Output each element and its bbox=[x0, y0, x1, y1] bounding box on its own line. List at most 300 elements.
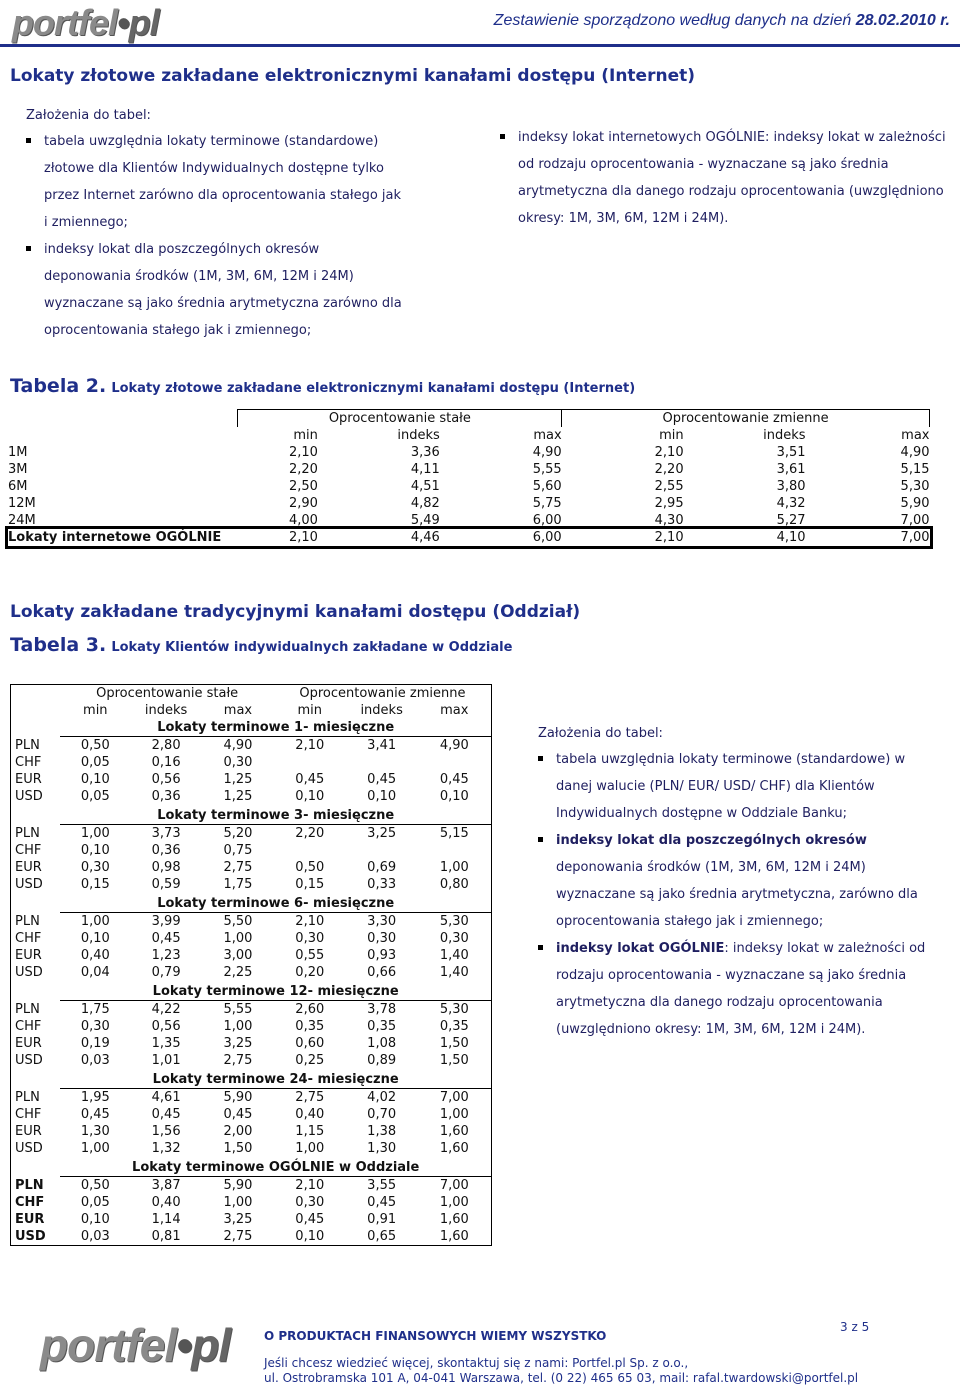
table3-section-title: Lokaty terminowe 6- miesięczne bbox=[60, 895, 491, 913]
table3-cell: 0,45 bbox=[151, 1107, 181, 1122]
table3-cell bbox=[346, 754, 418, 771]
table3-cell: 3,25 bbox=[223, 1212, 253, 1227]
table2-cell: 4,00 bbox=[288, 513, 318, 528]
table3-cell: 1,00 bbox=[80, 914, 110, 929]
table3-cell: 0,30 bbox=[295, 931, 325, 946]
footer-address-line: ul. Ostrobramska 101 A, 04-041 Warszawa, tel. (0 22) 465 65 03, mail: rafal.twardowski@portfel.pl bbox=[264, 1371, 859, 1385]
table3-cell: 1,00 bbox=[439, 860, 469, 875]
table3-cell: 0,55 bbox=[295, 948, 325, 963]
table3-cell: 3,00 bbox=[223, 948, 253, 963]
table3-cell bbox=[274, 754, 346, 771]
table3-row bbox=[11, 947, 492, 964]
table3-corner bbox=[11, 685, 61, 703]
table3-cell: 1,00 bbox=[439, 1107, 469, 1122]
table3-cell: 0,35 bbox=[295, 1019, 325, 1034]
table3-cell: 2,00 bbox=[223, 1124, 253, 1139]
table3-cell: 1,35 bbox=[151, 1036, 181, 1051]
table3-cell: 1,40 bbox=[439, 948, 469, 963]
table3-cell: 0,10 bbox=[367, 789, 397, 804]
table2-cell: 5,30 bbox=[900, 479, 930, 494]
table3-cell: 1,00 bbox=[223, 931, 253, 946]
table3 bbox=[10, 684, 492, 1246]
logo-suffix: pl bbox=[128, 2, 159, 43]
table3-cell: 0,60 bbox=[295, 1036, 325, 1051]
table2-cell: 2,55 bbox=[654, 479, 684, 494]
table3-section-header bbox=[11, 983, 492, 1001]
table3-cell: 0,05 bbox=[80, 755, 110, 770]
section2-notes-bullets bbox=[538, 746, 938, 1043]
section2-title: Lokaty zakładane tradycyjnymi kanałami dostępu (Oddział) bbox=[10, 602, 581, 622]
table2-cell: 2,10 bbox=[288, 445, 318, 460]
section1-bullet-left-2: indeksy lokat dla poszczególnych okresów deponowania środków (1M, 3M, 6M, 12M i 24M) wyznaczane są jako średnia arytmetyczna zarówno dla oprocentowania stałego jak i zmiennego; bbox=[26, 236, 408, 344]
table2-cell: 2,20 bbox=[654, 462, 684, 477]
table3-cell: 1,60 bbox=[439, 1212, 469, 1227]
table3-cell: 0,15 bbox=[80, 877, 110, 892]
table3-currency: PLN bbox=[15, 1089, 40, 1105]
table3-cell bbox=[418, 842, 492, 859]
table3-cell: 0,65 bbox=[367, 1229, 397, 1244]
table3-currency: EUR bbox=[15, 948, 42, 963]
footer-logo-suffix: pl bbox=[191, 1319, 231, 1371]
table3-cell: 1,60 bbox=[439, 1141, 469, 1156]
table2-subheader: min bbox=[293, 428, 318, 443]
table3-row bbox=[11, 754, 492, 771]
table3-cell: 2,60 bbox=[295, 1002, 325, 1017]
table2-row bbox=[8, 461, 930, 478]
table3-cell: 0,45 bbox=[223, 1107, 253, 1122]
table3-cell: 0,10 bbox=[80, 1212, 110, 1227]
table3-cell: 2,10 bbox=[295, 738, 325, 753]
table3-cell: 0,05 bbox=[80, 789, 110, 804]
table3-currency: USD bbox=[15, 1053, 43, 1068]
table3-cell: 1,50 bbox=[223, 1141, 253, 1156]
footer-logo-main: portfel bbox=[40, 1319, 177, 1371]
section1-title: Lokaty złotowe zakładane elektronicznymi kanałami dostępu (Internet) bbox=[10, 66, 695, 86]
table2-cell: 2,95 bbox=[654, 496, 684, 511]
table3-cell: 2,10 bbox=[295, 1178, 325, 1193]
table3-cell: 2,75 bbox=[223, 1053, 253, 1068]
table2-cell: 5,75 bbox=[532, 496, 562, 511]
table3-section-header bbox=[11, 807, 492, 825]
table3-row bbox=[11, 1228, 492, 1246]
table3-cell: 1,60 bbox=[439, 1124, 469, 1139]
table3-cell: 2,20 bbox=[295, 826, 325, 841]
table2-summary-cell: 2,10 bbox=[288, 530, 318, 545]
table3-subheader: max bbox=[440, 703, 469, 718]
table2-cell: 4,51 bbox=[410, 479, 440, 494]
table3-cell: 5,50 bbox=[223, 914, 253, 929]
logo-main: portfel bbox=[12, 2, 117, 43]
table3-cell: 3,99 bbox=[151, 914, 181, 929]
table3-row bbox=[11, 1001, 492, 1019]
table3-subheader: min bbox=[83, 703, 108, 718]
table3-label: Tabela 3. bbox=[10, 634, 107, 656]
table3-cell: 3,41 bbox=[367, 738, 397, 753]
table3-row bbox=[11, 964, 492, 981]
section1-bullets-right bbox=[500, 124, 960, 232]
table2-cell: 2,90 bbox=[288, 496, 318, 511]
table3-cell: 2,80 bbox=[151, 738, 181, 753]
table3-cell: 5,90 bbox=[223, 1090, 253, 1105]
table3-cell: 2,75 bbox=[295, 1090, 325, 1105]
table3-cell: 0,04 bbox=[80, 965, 110, 980]
table2-summary-label: Lokaty internetowe OGÓLNIE bbox=[8, 530, 222, 545]
table3-section-header bbox=[11, 1159, 492, 1177]
table3-cell: 0,56 bbox=[151, 772, 181, 787]
table3-cell: 1,15 bbox=[295, 1124, 325, 1139]
table3-cell: 1,30 bbox=[80, 1124, 110, 1139]
section2-notes-heading: Założenia do tabel: bbox=[538, 726, 663, 741]
table3-cell: 1,75 bbox=[223, 877, 253, 892]
section2-note-3-rest: : indeksy lokat w zależności od rodzaju oprocentowania - wyznaczane są jako średnia arytmetyczna dla danego rodzaju oprocentowania (uwzględniono okresy: 1M, 3M, 6M, 12M i 24M). bbox=[556, 941, 926, 1037]
table3-row bbox=[11, 1194, 492, 1211]
footer-contact-line: Jeśli chcesz wiedzieć więcej, skontaktuj się z nami: Portfel.pl Sp. z o.o., bbox=[264, 1356, 689, 1370]
table3-cell: 4,90 bbox=[439, 738, 469, 753]
table3-cell: 0,30 bbox=[295, 1195, 325, 1210]
table3-cell: 0,30 bbox=[367, 931, 397, 946]
table3-subheader: max bbox=[223, 703, 253, 718]
table3-cell: 1,25 bbox=[223, 772, 253, 787]
table3-row bbox=[11, 859, 492, 876]
table2-cell: 3,61 bbox=[776, 462, 806, 477]
table2-row bbox=[8, 444, 930, 461]
table3-cell: 0,10 bbox=[295, 789, 325, 804]
table2-row-label: 12M bbox=[8, 496, 36, 511]
table3-group-header-fixed: Oprocentowanie stałe bbox=[96, 686, 239, 701]
table3-cell: 0,36 bbox=[151, 789, 181, 804]
table2-cell: 2,50 bbox=[288, 479, 318, 494]
table3-currency: CHF bbox=[15, 1019, 42, 1034]
section2-note-3-bold: indeksy lokat OGÓLNIE bbox=[556, 941, 725, 956]
table2-group-header-fixed: Oprocentowanie stałe bbox=[238, 410, 562, 428]
table3-row bbox=[11, 842, 492, 859]
table3-currency: PLN bbox=[15, 1177, 44, 1193]
table3-cell bbox=[346, 842, 418, 859]
table3-cell: 1,95 bbox=[80, 1090, 110, 1105]
table3-cell: 1,50 bbox=[439, 1053, 469, 1068]
table3-row bbox=[11, 771, 492, 788]
table2 bbox=[8, 409, 930, 546]
table3-cell: 0,19 bbox=[80, 1036, 110, 1051]
table2-row-label: 1M bbox=[8, 445, 28, 460]
table3-cell: 2,75 bbox=[223, 1229, 253, 1244]
table2-row bbox=[8, 512, 930, 529]
table2-subheader-row bbox=[8, 427, 930, 444]
table2-cell: 3,80 bbox=[776, 479, 806, 494]
table3-cell: 0,15 bbox=[295, 877, 325, 892]
table3-cell: 0,59 bbox=[151, 877, 181, 892]
table3-cell: 1,32 bbox=[151, 1141, 181, 1156]
table3-cell: 0,40 bbox=[80, 948, 110, 963]
table2-cell: 6,00 bbox=[532, 513, 562, 528]
table3-cell: 1,00 bbox=[223, 1019, 253, 1034]
table3-row bbox=[11, 876, 492, 893]
table3-section-header bbox=[11, 1071, 492, 1089]
table3-currency: PLN bbox=[15, 825, 40, 841]
table3-currency: CHF bbox=[15, 931, 42, 946]
table3-cell: 0,50 bbox=[80, 1178, 110, 1193]
table2-cell: 5,55 bbox=[532, 462, 562, 477]
report-date bbox=[430, 12, 950, 30]
table3-section-title: Lokaty terminowe 3- miesięczne bbox=[60, 807, 491, 825]
table2-row-label: 3M bbox=[8, 462, 28, 477]
table3-cell: 1,38 bbox=[367, 1124, 397, 1139]
table3-cell: 0,05 bbox=[80, 1195, 110, 1210]
table3-cell: 4,61 bbox=[151, 1090, 181, 1105]
table3-currency: EUR bbox=[15, 860, 42, 875]
table2-summary-cell: 6,00 bbox=[532, 530, 562, 545]
section1-bullet-right-1: indeksy lokat internetowych OGÓLNIE: indeksy lokat w zależności od rodzaju oprocentowania - wyznaczane są jako średnia arytmetyczna dla danego rodzaju oprocentowania (uwzględniono okresy: 1M, 3M, 6M, 12M i 24M). bbox=[500, 124, 960, 232]
table3-currency: CHF bbox=[15, 755, 42, 770]
table3-cell: 3,78 bbox=[367, 1002, 397, 1017]
table3-cell: 0,45 bbox=[439, 772, 469, 787]
section2-note-3 bbox=[538, 935, 938, 1043]
table2-summary-cell: 4,46 bbox=[410, 530, 440, 545]
table3-cell: 1,00 bbox=[223, 1195, 253, 1210]
table3-cell: 0,45 bbox=[367, 772, 397, 787]
table3-row bbox=[11, 1035, 492, 1052]
table3-cell: 4,02 bbox=[367, 1090, 397, 1105]
table3-cell: 0,30 bbox=[80, 860, 110, 875]
footer-title: O PRODUKTACH FINANSOWYCH WIEMY WSZYSTKO bbox=[264, 1329, 607, 1343]
table2-cell: 3,51 bbox=[776, 445, 806, 460]
table3-cell: 4,22 bbox=[151, 1002, 181, 1017]
table2-cell: 4,90 bbox=[532, 445, 562, 460]
table2-summary-row bbox=[8, 529, 930, 546]
table2-summary-cell: 2,10 bbox=[654, 530, 684, 545]
table3-subheader: indeks bbox=[360, 703, 403, 718]
table3-currency: CHF bbox=[15, 1195, 45, 1210]
table3-subheader: min bbox=[297, 703, 323, 718]
table3-cell: 1,40 bbox=[439, 965, 469, 980]
report-date-value: 28.02.2010 r. bbox=[855, 12, 950, 29]
table2-summary-cell: 7,00 bbox=[900, 530, 930, 545]
table3-cell: 0,16 bbox=[151, 755, 181, 770]
table3-currency: EUR bbox=[15, 1036, 42, 1051]
table2-row bbox=[8, 478, 930, 495]
table3-section-header bbox=[11, 719, 492, 737]
table3-cell: 0,10 bbox=[80, 772, 110, 787]
table3-currency: USD bbox=[15, 789, 43, 804]
table3-currency: EUR bbox=[15, 772, 42, 787]
table2-row-label: 6M bbox=[8, 479, 28, 494]
table3-cell: 7,00 bbox=[439, 1178, 469, 1193]
table2-cell: 2,10 bbox=[654, 445, 684, 460]
table3-row bbox=[11, 913, 492, 931]
table3-cell: 1,01 bbox=[151, 1053, 181, 1068]
table3-cell: 0,98 bbox=[151, 860, 181, 875]
table3-cell: 0,45 bbox=[151, 931, 181, 946]
section2-note-1: tabela uwzględnia lokaty terminowe (standardowe) w danej walucie (PLN/ EUR/ USD/ CHF) dla Klientów Indywidualnych dostępne w Oddziale Banku; bbox=[538, 746, 938, 827]
table3-cell: 0,45 bbox=[295, 772, 325, 787]
section2-note-2 bbox=[538, 827, 938, 935]
table3-cell: 2,75 bbox=[223, 860, 253, 875]
table3-section-title: Lokaty terminowe 12- miesięczne bbox=[60, 983, 491, 1001]
table3-cell: 2,25 bbox=[223, 965, 253, 980]
table3-cell: 0,35 bbox=[367, 1019, 397, 1034]
table3-cell: 1,30 bbox=[367, 1141, 397, 1156]
table3-cell: 0,10 bbox=[439, 789, 469, 804]
table2-cell: 4,30 bbox=[654, 513, 684, 528]
table3-cell: 2,10 bbox=[295, 914, 325, 929]
table3-cell: 0,75 bbox=[223, 843, 253, 858]
table3-cell: 5,55 bbox=[223, 1002, 253, 1017]
footer-portfel-logo: portfel•pl bbox=[40, 1319, 231, 1371]
table3-currency: EUR bbox=[15, 1124, 42, 1139]
table2-corner bbox=[8, 410, 238, 428]
table3-cell: 1,00 bbox=[295, 1141, 325, 1156]
table3-cell bbox=[418, 754, 492, 771]
table3-cell: 0,40 bbox=[151, 1195, 181, 1210]
table3-subheader: indeks bbox=[144, 703, 188, 718]
table3-cell: 0,89 bbox=[367, 1053, 397, 1068]
table2-subheader: max bbox=[533, 428, 562, 443]
table3-currency: USD bbox=[15, 965, 43, 980]
table3-cell: 0,91 bbox=[367, 1212, 397, 1227]
table2-group-header-variable: Oprocentowanie zmienne bbox=[562, 410, 930, 428]
table2-row bbox=[8, 495, 930, 512]
table3-cell: 0,30 bbox=[80, 1019, 110, 1034]
table2-cell: 5,49 bbox=[410, 513, 440, 528]
table3-cell: 0,33 bbox=[367, 877, 397, 892]
table3-currency: CHF bbox=[15, 843, 42, 858]
table3-cell: 0,45 bbox=[295, 1212, 325, 1227]
table3-cell: 5,20 bbox=[223, 826, 253, 841]
table2-cell: 4,90 bbox=[900, 445, 930, 460]
table2-subheader: indeks bbox=[397, 428, 440, 443]
table3-cell: 4,90 bbox=[223, 738, 253, 753]
table3-cell: 1,00 bbox=[439, 1195, 469, 1210]
table3-cell: 0,03 bbox=[80, 1053, 110, 1068]
table2-heading bbox=[10, 375, 635, 397]
table3-cell: 0,20 bbox=[295, 965, 325, 980]
table2-caption: Lokaty złotowe zakładane elektronicznymi kanałami dostępu (Internet) bbox=[111, 381, 636, 396]
table2-cell: 5,90 bbox=[900, 496, 930, 511]
section1-assumptions-heading: Założenia do tabel: bbox=[26, 108, 151, 123]
table3-cell: 1,23 bbox=[151, 948, 181, 963]
table3-cell: 1,60 bbox=[439, 1229, 469, 1244]
section1-bullets-left bbox=[26, 128, 408, 344]
table3-row bbox=[11, 1089, 492, 1107]
table3-cell: 3,87 bbox=[151, 1178, 181, 1193]
table2-cell: 2,20 bbox=[288, 462, 318, 477]
table3-row bbox=[11, 1106, 492, 1123]
table3-cell: 0,50 bbox=[80, 738, 110, 753]
table3-cell: 1,56 bbox=[151, 1124, 181, 1139]
table3-cell: 1,50 bbox=[439, 1036, 469, 1051]
section2-note-2-rest: deponowania środków (1M, 3M, 6M, 12M i 24M) wyznaczane są jako średnia arytmetyczna, zarówno dla oprocentowania stałego jak i zmiennego; bbox=[556, 860, 918, 929]
table3-currency: PLN bbox=[15, 737, 40, 753]
table3-cell: 0,93 bbox=[367, 948, 397, 963]
table2-cell: 4,32 bbox=[776, 496, 806, 511]
table3-cell: 0,81 bbox=[151, 1229, 181, 1244]
table3-cell: 0,30 bbox=[439, 931, 469, 946]
table3-currency: USD bbox=[15, 1141, 43, 1156]
table2-cell: 5,60 bbox=[532, 479, 562, 494]
table2-summary-cell: 4,10 bbox=[776, 530, 806, 545]
table3-cell: 0,79 bbox=[151, 965, 181, 980]
table3-cell: 0,10 bbox=[80, 931, 110, 946]
table2-label: Tabela 2. bbox=[10, 375, 107, 397]
table3-row bbox=[11, 825, 492, 843]
table3-cell: 0,25 bbox=[295, 1053, 325, 1068]
table3-section-header bbox=[11, 895, 492, 913]
table3-cell: 0,56 bbox=[151, 1019, 181, 1034]
table2-cell: 5,15 bbox=[900, 462, 930, 477]
header-divider bbox=[0, 44, 960, 47]
table3-row bbox=[11, 737, 492, 755]
table3-currency: EUR bbox=[15, 1212, 45, 1227]
table3-row bbox=[11, 930, 492, 947]
table3-cell: 0,40 bbox=[295, 1107, 325, 1122]
table3-row bbox=[11, 1177, 492, 1195]
table3-cell: 0,70 bbox=[367, 1107, 397, 1122]
table3-cell: 1,14 bbox=[151, 1212, 181, 1227]
table3-section-title: Lokaty terminowe 24- miesięczne bbox=[60, 1071, 491, 1089]
table2-cell: 5,27 bbox=[776, 513, 806, 528]
table3-cell: 0,10 bbox=[295, 1229, 325, 1244]
table3-currency: USD bbox=[15, 877, 43, 892]
table3-cell bbox=[274, 842, 346, 859]
table3-currency: PLN bbox=[15, 1001, 40, 1017]
table3-cell: 7,00 bbox=[439, 1090, 469, 1105]
table3-cell: 5,30 bbox=[439, 914, 469, 929]
table3-cell: 3,73 bbox=[151, 826, 181, 841]
table3-row bbox=[11, 1052, 492, 1069]
table2-subheader: indeks bbox=[763, 428, 806, 443]
table3-cell: 5,15 bbox=[439, 826, 469, 841]
table3-row bbox=[11, 788, 492, 805]
table2-cell: 3,36 bbox=[410, 445, 440, 460]
section1-bullet-left-1: tabela uwzględnia lokaty terminowe (standardowe) złotowe dla Klientów Indywidualnych dostępne tylko przez Internet zarówno dla oprocentowania stałego jak i zmiennego; bbox=[26, 128, 408, 236]
table3-cell: 0,35 bbox=[439, 1019, 469, 1034]
table3-row bbox=[11, 1123, 492, 1140]
page-number: 3 z 5 bbox=[840, 1320, 870, 1334]
table3-heading bbox=[10, 634, 512, 656]
table2-cell: 4,82 bbox=[410, 496, 440, 511]
table3-caption: Lokaty Klientów indywidualnych zakładane w Oddziale bbox=[111, 640, 513, 655]
table3-cell: 3,25 bbox=[367, 826, 397, 841]
table3-currency: USD bbox=[15, 1229, 46, 1244]
table3-currency: PLN bbox=[15, 913, 40, 929]
table3-cell: 3,30 bbox=[367, 914, 397, 929]
table3-cell: 0,36 bbox=[151, 843, 181, 858]
table2-cell: 4,11 bbox=[410, 462, 440, 477]
table2-cell: 7,00 bbox=[900, 513, 930, 528]
table3-group-header-variable: Oprocentowanie zmienne bbox=[299, 686, 466, 701]
portfel-logo: portfel•pl bbox=[12, 2, 159, 43]
table2-row-label: 24M bbox=[8, 513, 36, 528]
table3-cell: 1,08 bbox=[367, 1036, 397, 1051]
table3-cell: 0,10 bbox=[80, 843, 110, 858]
table3-cell: 0,45 bbox=[80, 1107, 110, 1122]
section2-note-2-bold: indeksy lokat dla poszczególnych okresów bbox=[556, 833, 867, 848]
table3-cell: 1,25 bbox=[223, 789, 253, 804]
table3-section-title: Lokaty terminowe OGÓLNIE w Oddziale bbox=[60, 1159, 491, 1177]
table3-cell: 0,30 bbox=[223, 755, 253, 770]
table3-subheader-row bbox=[11, 702, 492, 719]
table3-row bbox=[11, 1211, 492, 1228]
table3-cell: 0,45 bbox=[367, 1195, 397, 1210]
table2-subheader: max bbox=[901, 428, 930, 443]
table3-cell: 1,00 bbox=[80, 826, 110, 841]
table3-cell: 0,80 bbox=[439, 877, 469, 892]
table3-row bbox=[11, 1140, 492, 1157]
table3-cell: 5,90 bbox=[223, 1178, 253, 1193]
table3-cell: 0,50 bbox=[295, 860, 325, 875]
table3-cell: 5,30 bbox=[439, 1002, 469, 1017]
table3-cell: 3,55 bbox=[367, 1178, 397, 1193]
